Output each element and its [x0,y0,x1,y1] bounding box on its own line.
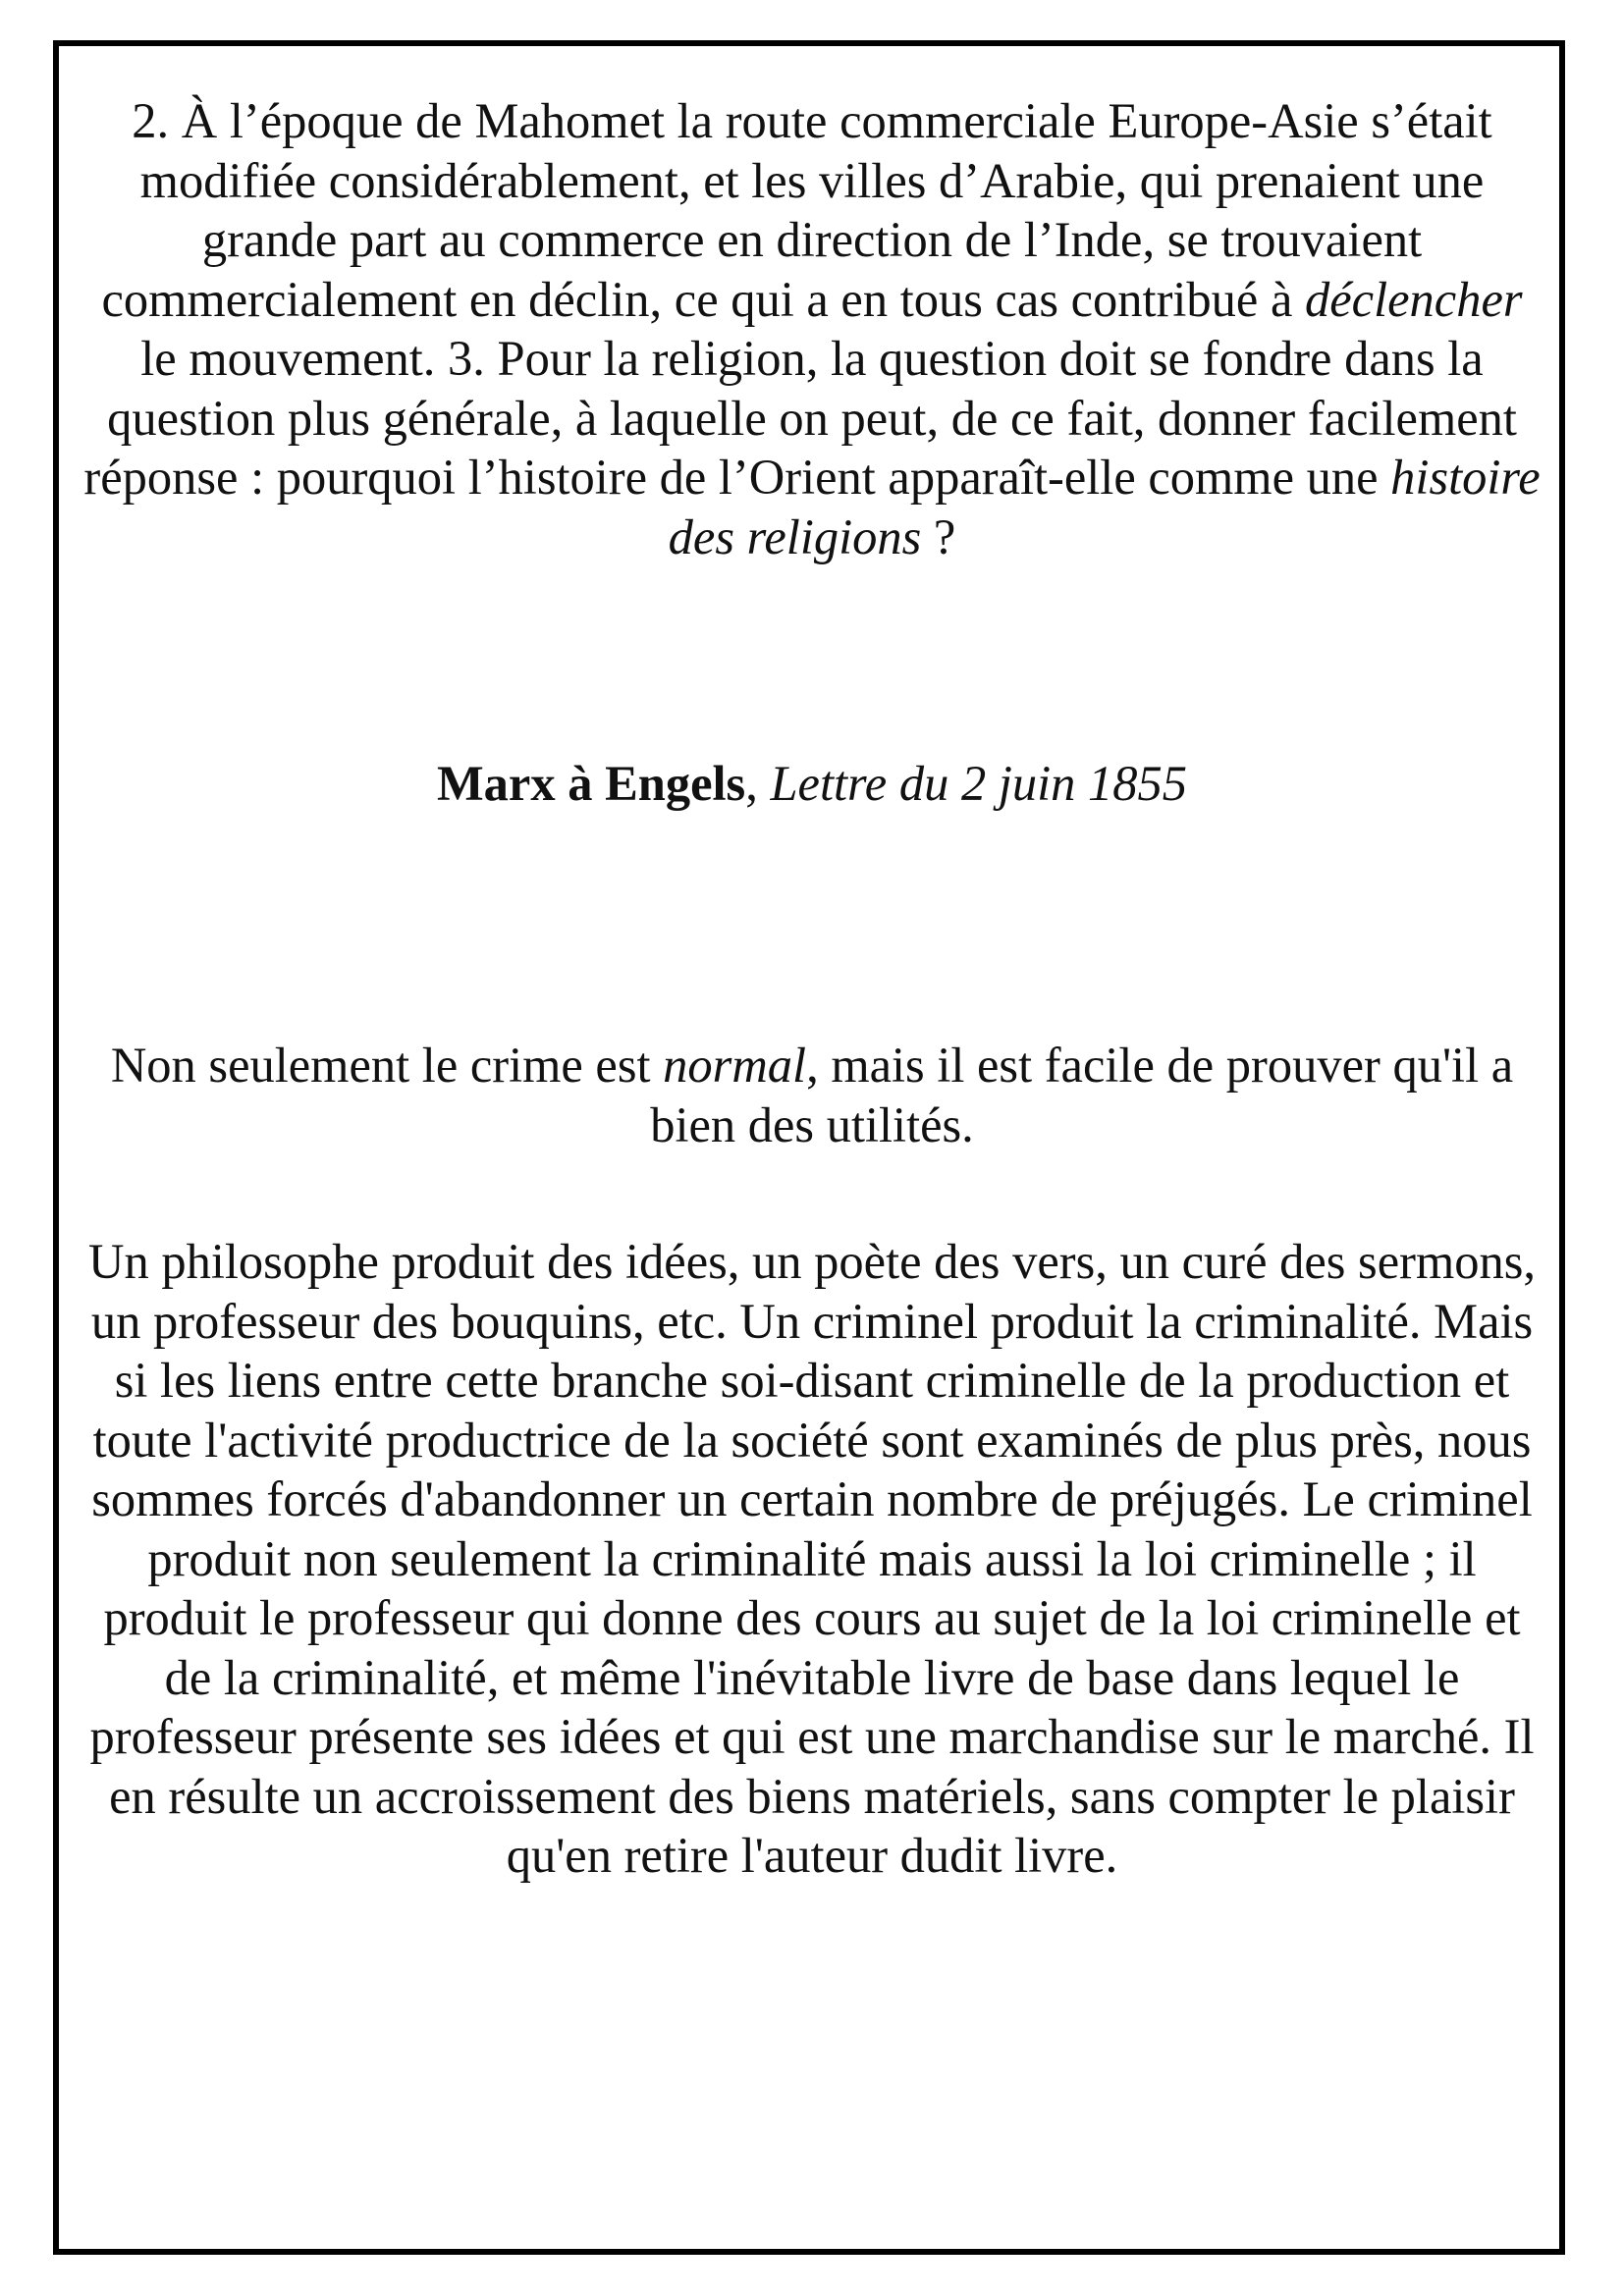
quote-text-part: 2. À l’époque de Mahomet la route commerciale Europe-Asie s’était modifiée considérablement, et les villes d’Arabie, qui prenaient une grande part au commerce en direction de l’Inde, se trouvaient commercialement en déclin, ce qui a en tous cas contribué à [101,93,1492,327]
emphasis-declencher: déclencher [1305,271,1523,327]
quote-text-part: le mouvement. 3. Pour la religion, la question doit se fondre dans la question plus générale, à laquelle on peut, de ce fait, donner facilement réponse : pourquoi l’histoire de l’Orient apparaît-elle comme une [83,331,1517,505]
quote-marx-letter [81,91,1543,566]
attribution-author: Marx à Engels [436,756,746,811]
attribution-line [81,754,1543,814]
quote-text-part: Non seulement le crime est [110,1038,664,1093]
crime-body-text: Un philosophe produit des idées, un poète des vers, un curé des sermons, un professeur des bouquins, etc. Un criminel produit la criminalité. Mais si les liens entre cette branche soi-disant criminelle de la production et toute l'activité productrice de la société sont examinés de plus près, nous sommes forcés d'abandonner un certain nombre de préjugés. Le criminel produit non seulement la criminalité mais aussi la loi criminelle ; il produit le professeur qui donne des cours au sujet de la loi criminelle et de la criminalité, et même l'inévitable livre de base dans lequel le professeur présente ses idées et qui est une marchandise sur le marché. Il en résulte un accroissement des biens matériels, sans compter le plaisir qu'en retire l'auteur dudit livre. [87,1234,1537,1883]
quote-attribution [81,754,1543,814]
quote-text-part: ? [921,508,956,564]
attribution-separator: , [745,756,771,811]
emphasis-histoire-religions: histoire des religions [668,450,1541,564]
crime-quote-body [81,1232,1543,1886]
crime-intro-text [81,1036,1543,1154]
quote-marx-letter-text [81,91,1543,566]
attribution-work: Lettre du 2 juin 1855 [770,756,1188,811]
crime-quote-intro [81,1036,1543,1154]
emphasis-normal: normal [663,1038,807,1093]
quote-text-part: , mais il est facile de prouver qu'il a bien des utilités. [650,1038,1514,1152]
